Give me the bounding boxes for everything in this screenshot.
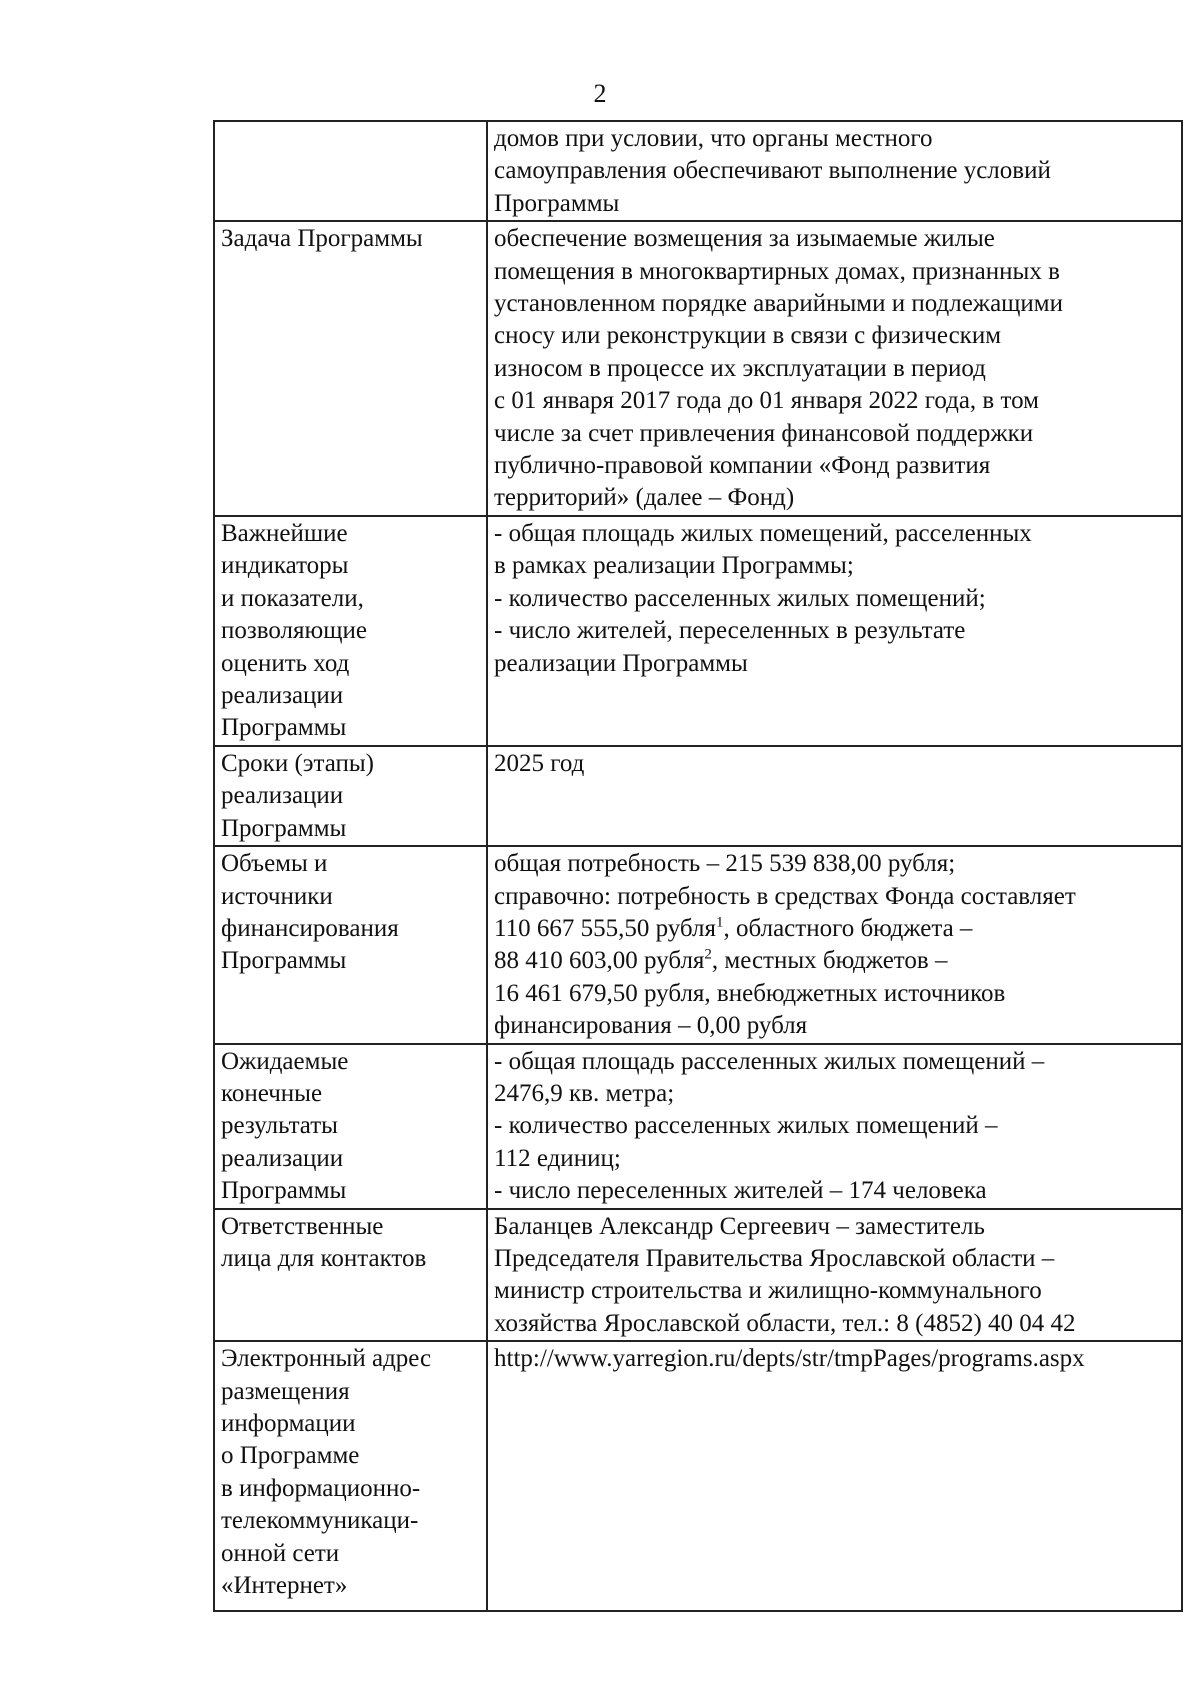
row-label-cell — [214, 516, 487, 746]
row-label-line: Программы — [221, 714, 347, 742]
row-value-cell — [487, 1044, 1182, 1209]
row-label-line: информации — [221, 1410, 356, 1437]
row-label-line: Важнейшие — [221, 519, 348, 547]
passport-row — [214, 121, 1182, 221]
row-label-cell — [214, 121, 487, 221]
row-value-line: финансирования – 0,00 рубля — [494, 1012, 808, 1040]
row-value-line: в рамках реализации Программы; — [494, 552, 854, 580]
row-value-line: - число переселенных жителей – 174 человека — [494, 1177, 987, 1205]
footnote-mark: 2 — [704, 946, 712, 963]
row-value-cell — [487, 516, 1182, 746]
row-label-line: Задача Программы — [221, 225, 423, 253]
row-value-line: самоуправления обеспечивают выполнение условий — [494, 157, 1051, 185]
row-label-line: размещения — [221, 1377, 350, 1405]
row-label-line: реализации — [221, 1144, 344, 1172]
row-value-line: 88 410 603,00 рубля$^2$, местных бюджетов – — [494, 946, 948, 975]
row-value-line: - общая площадь жилых помещений, расселенных — [494, 519, 1032, 547]
row-label-line: «Интернет» — [221, 1572, 348, 1600]
row-label-line: в информационно- — [221, 1474, 421, 1502]
passport-row — [214, 221, 1182, 516]
passport-row — [214, 1341, 1182, 1611]
row-value-line: домов при условии, что органы местного — [494, 125, 933, 152]
row-value-line: числе за счет привлечения финансовой поддержки — [494, 419, 1034, 447]
footnote-mark: 1 — [716, 914, 724, 931]
row-value-line: Председателя Правительства Ярославской области – — [494, 1244, 1055, 1272]
row-label-line: реализации — [221, 681, 344, 709]
row-value-line: - количество расселенных жилых помещений – — [494, 1112, 998, 1140]
row-label-line: о Программе — [221, 1442, 360, 1470]
row-value-line: - число жителей, переселенных в результате — [494, 617, 966, 645]
row-label-line: источники — [221, 882, 333, 910]
row-value-line: территорий» (далее – Фонд) — [494, 484, 795, 512]
row-label-cell — [214, 1341, 487, 1611]
row-label-line: онной сети — [221, 1539, 340, 1567]
program-passport-table — [213, 120, 1183, 1612]
row-label-line: позволяющие — [221, 617, 367, 645]
row-label-line: Ответственные — [221, 1212, 384, 1240]
row-label-line: Ожидаемые — [221, 1047, 349, 1075]
passport-row — [214, 746, 1182, 846]
row-value-line: с 01 января 2017 года до 01 января 2022 года, в том — [494, 387, 1039, 415]
row-label-line: Электронный адрес — [221, 1345, 432, 1373]
row-label-line: и показатели, — [221, 584, 364, 612]
row-label-line: Программы — [221, 947, 347, 975]
row-label-line: результаты — [221, 1112, 338, 1140]
row-value-line: публично-правовой компании «Фонд развития — [494, 452, 991, 480]
row-label-line: финансирования — [221, 914, 399, 942]
row-value-line: министр строительства и жилищно-коммунального — [494, 1277, 1042, 1305]
row-value-line: 2476,9 кв. метра; — [494, 1079, 675, 1107]
row-label-cell — [214, 846, 487, 1043]
row-label-cell — [214, 1209, 487, 1342]
passport-table-body — [214, 121, 1182, 1611]
row-value-cell — [487, 221, 1182, 516]
row-label-line: Сроки (этапы) — [221, 749, 375, 777]
row-value-line: http://www.yarregion.ru/depts/str/tmpPages/programs.aspx — [494, 1345, 1085, 1373]
row-value-line: - общая площадь расселенных жилых помещений – — [494, 1047, 1045, 1075]
row-value-line: 112 единиц; — [494, 1144, 621, 1172]
row-value-line: сносу или реконструкции в связи с физическим — [494, 322, 1002, 350]
row-value-cell — [487, 121, 1182, 221]
row-label-line: Программы — [221, 1177, 347, 1205]
passport-row — [214, 1209, 1182, 1342]
row-value-line: справочно: потребность в средствах Фонда составляет — [494, 882, 1076, 910]
page-number: 2 — [593, 79, 607, 108]
row-label-cell — [214, 221, 487, 516]
row-value-line: 16 461 679,50 рубля, внебюджетных источников — [494, 979, 1006, 1007]
row-label-line: реализации — [221, 782, 344, 810]
row-value-cell — [487, 846, 1182, 1043]
passport-row — [214, 516, 1182, 746]
row-value-line: помещения в многоквартирных домах, признанных в — [494, 257, 1060, 285]
row-value-line: Программы — [494, 189, 620, 217]
row-value-line: установленном порядке аварийными и подлежащими — [494, 290, 1063, 318]
row-value-cell — [487, 746, 1182, 846]
row-label-line: Программы — [221, 814, 347, 842]
row-label-line: Объемы и — [221, 850, 328, 878]
row-value-cell — [487, 1209, 1182, 1342]
row-label-line: оценить ход — [221, 649, 350, 677]
row-label-line: конечные — [221, 1079, 323, 1107]
row-value-line: 2025 год — [494, 749, 585, 777]
row-value-line: Баланцев Александр Сергеевич – заместитель — [494, 1212, 985, 1240]
row-value-line: реализации Программы — [494, 649, 748, 677]
row-label-line: телекоммуникаци- — [221, 1507, 419, 1535]
row-value-line: износом в процессе их эксплуатации в период — [494, 354, 986, 382]
row-label-cell — [214, 746, 487, 846]
passport-row — [214, 1044, 1182, 1209]
row-value-cell — [487, 1341, 1182, 1611]
row-value-line: хозяйства Ярославской области, тел.: 8 (4852) 40 04 42 — [494, 1309, 1076, 1337]
row-label-cell — [214, 1044, 487, 1209]
row-value-line: обеспечение возмещения за изымаемые жилые — [494, 225, 995, 253]
row-value-line: - количество расселенных жилых помещений; — [494, 584, 986, 612]
row-value-line: 110 667 555,50 рубля$^1$, областного бюджета – — [494, 914, 973, 942]
passport-row — [214, 846, 1182, 1043]
row-label-line: лица для контактов — [221, 1244, 427, 1272]
row-value-line: общая потребность – 215 539 838,00 рубля; — [494, 850, 956, 878]
row-label-line: индикаторы — [221, 552, 349, 580]
